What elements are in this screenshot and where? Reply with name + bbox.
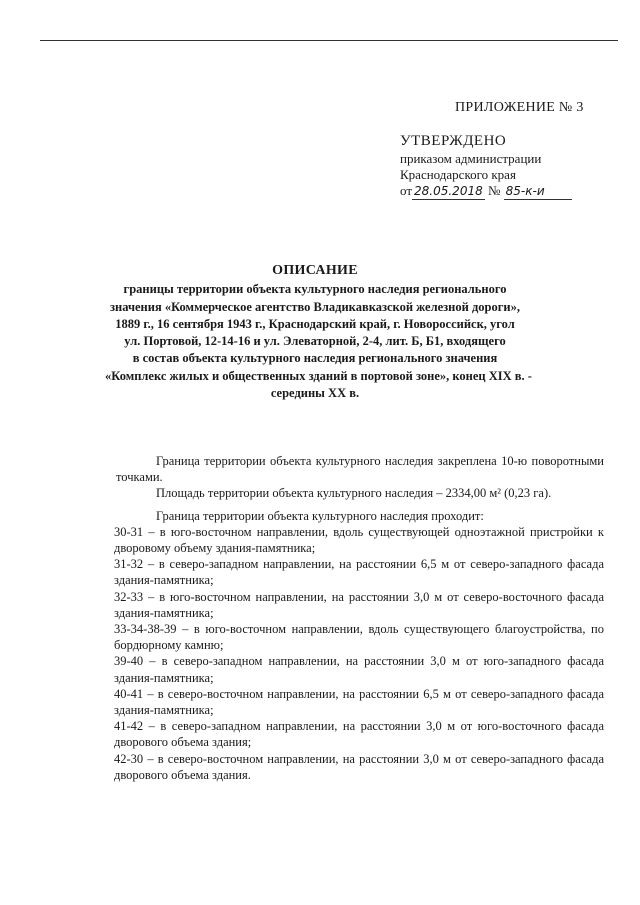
boundary-item: 42-30 – в северо-восточном направлении, на расстоянии 3,0 м от северо-западного фасада дворового объема здания. xyxy=(114,751,604,782)
approval-line-1: приказом администрации xyxy=(400,151,542,166)
document-body xyxy=(116,453,604,783)
boundary-item: 33-34-38-39 – в юго-восточном направлении, вдоль существующего благоустройства, по бордюрному камню; xyxy=(114,622,604,653)
top-rule xyxy=(40,40,618,41)
title-line: границы территории объекта культурного наследия регионального xyxy=(123,282,507,297)
boundary-item: 41-42 – в северо-западном направлении, на расстоянии 3,0 м от юго-восточного фасада дворового объема здания; xyxy=(114,719,604,750)
boundary-item: 30-31 – в юго-восточном направлении, вдоль существующей одноэтажной пристройки к дворовому объему здания-памятника; xyxy=(114,524,604,556)
document-title-block xyxy=(105,262,532,402)
number-prefix: № xyxy=(487,183,501,198)
approval-block xyxy=(400,133,600,200)
title-line: «Комплекс жилых и общественных зданий в портовой зоне», конец XIX в. - xyxy=(105,368,532,383)
title-line: середины XX в. xyxy=(270,386,360,401)
approval-line-2: Краснодарского края xyxy=(400,167,516,182)
approval-date-line xyxy=(400,183,600,200)
handwritten-date: 28.05.2018 xyxy=(414,184,483,198)
date-prefix: от xyxy=(400,183,413,198)
handwritten-number: 85-к-и xyxy=(504,183,572,200)
approval-heading: УТВЕРЖДЕНО xyxy=(400,133,507,149)
title-line: значения «Коммерческое агентство Владикавказской железной дороги», xyxy=(109,299,520,314)
points-paragraph: Граница территории объекта культурного наследия закреплена 10-ю поворотными точками. xyxy=(116,454,604,485)
document-title: ОПИСАНИЕ xyxy=(272,263,358,278)
area-paragraph: Площадь территории объекта культурного наследия – 2334,00 м² (0,23 га). xyxy=(156,486,552,501)
boundary-item: 32-33 – в юго-восточном направлении, на расстоянии 3,0 м от северо-восточного фасада здания-памятника; xyxy=(114,589,604,620)
boundary-item: 40-41 – в северо-восточном направлении, на расстоянии 6,5 м от северо-западного фасада здания-памятника; xyxy=(114,686,604,718)
title-line: ул. Портовой, 12-14-16 и ул. Элеваторной, 2-4, лит. Б, Б1, входящего xyxy=(124,334,506,349)
boundary-item: 31-32 – в северо-западном направлении, на расстоянии 6,5 м от северо-западного фасада здания-памятника; xyxy=(114,557,604,588)
boundary-intro: Граница территории объекта культурного наследия проходит: xyxy=(156,508,484,523)
title-line: в состав объекта культурного наследия регионального значения xyxy=(132,351,498,366)
title-line: 1889 г., 16 сентября 1943 г., Краснодарский край, г. Новороссийск, угол xyxy=(115,316,515,331)
boundary-item: 39-40 – в северо-западном направлении, на расстоянии 3,0 м от юго-западного фасада здания-памятника; xyxy=(114,654,604,685)
appendix-label: ПРИЛОЖЕНИЕ № 3 xyxy=(455,100,584,115)
